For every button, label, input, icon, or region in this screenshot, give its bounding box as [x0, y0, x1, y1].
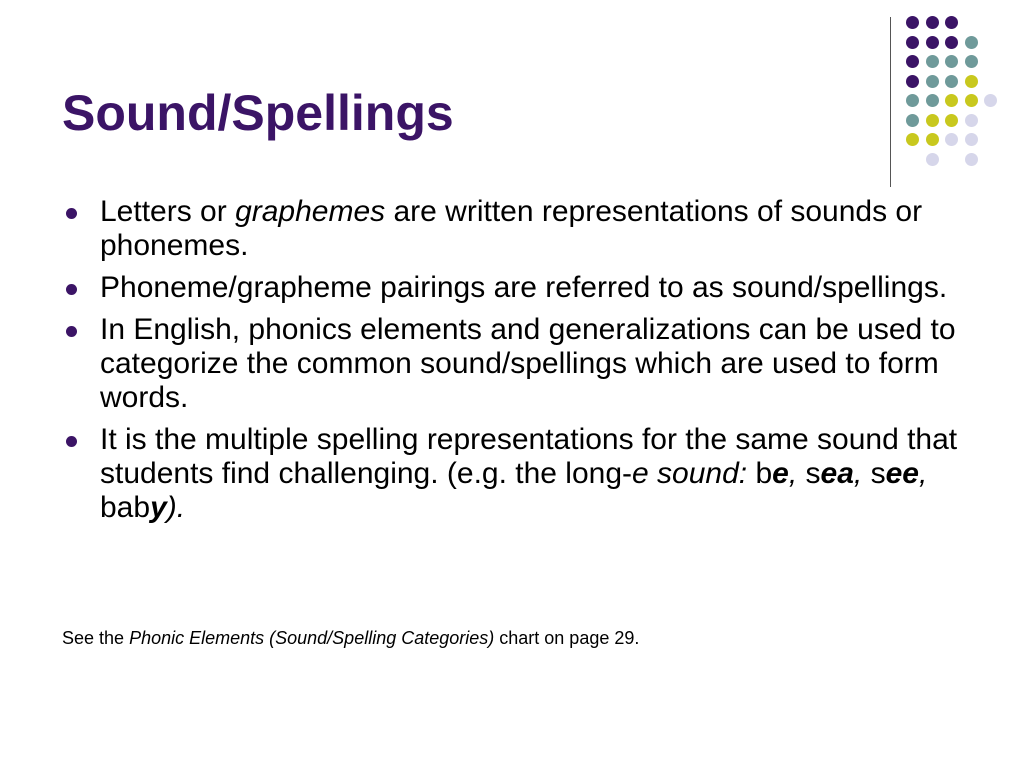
example-sea-highlight: ea — [820, 457, 854, 490]
decorative-dot — [926, 153, 939, 166]
bullet-icon — [66, 208, 77, 219]
example-sea-prefix: s — [797, 457, 821, 490]
decorative-dot — [906, 114, 919, 127]
footer-text-after: chart on page 29. — [494, 628, 640, 648]
decorative-dot — [965, 55, 978, 68]
decorative-dot — [926, 94, 939, 107]
bullet-icon — [66, 284, 77, 295]
bullet-item — [62, 423, 962, 525]
bullet-icon — [66, 436, 77, 447]
decorative-dot — [945, 94, 958, 107]
bullet-item — [62, 195, 962, 263]
decorative-dot — [945, 75, 958, 88]
decorative-dot — [926, 75, 939, 88]
bullet-icon — [66, 326, 77, 337]
bullet-text-italic: graphemes — [235, 195, 386, 228]
decorative-dot — [965, 36, 978, 49]
slide-title: Sound/Spellings — [62, 85, 454, 141]
bullet-item — [62, 313, 962, 415]
bullet-text: In English, phonics elements and generalizations can be used to categorize the common sound/spellings which are used to form words. — [100, 313, 956, 414]
decorative-dot — [945, 16, 958, 29]
decorative-dot — [965, 94, 978, 107]
bullet-text: Phoneme/grapheme pairings are referred to as sound/spellings. — [100, 271, 948, 304]
decorative-dot — [965, 75, 978, 88]
decorative-dot — [984, 94, 997, 107]
decorative-dot — [926, 114, 939, 127]
decorative-dot — [945, 55, 958, 68]
decorative-dot — [945, 133, 958, 146]
decorative-dot — [906, 75, 919, 88]
footer-chart-title: Phonic Elements (Sound/Spelling Categories) — [129, 628, 495, 648]
decorative-dot — [926, 55, 939, 68]
decorative-dot — [906, 94, 919, 107]
decorative-dot — [906, 55, 919, 68]
decorative-dot — [945, 114, 958, 127]
bullet-text-intro: It is the multiple spelling representations for the same sound that students find challenging. (e.g. the long- — [100, 423, 958, 490]
example-be-highlight: e — [772, 457, 789, 490]
bullet-text-after: are written representations of sounds or phonemes. — [100, 195, 923, 262]
long-e-sound-label: e sound: — [632, 457, 748, 490]
example-separator: , — [853, 457, 863, 490]
decorative-dot — [926, 16, 939, 29]
bullet-list — [62, 195, 962, 533]
example-see-prefix: s — [862, 457, 886, 490]
footer-text-before: See the — [62, 628, 130, 648]
example-be-prefix: b — [747, 457, 773, 490]
decorative-dot — [906, 16, 919, 29]
example-separator: , — [788, 457, 798, 490]
example-baby-prefix: bab — [100, 491, 151, 524]
bullet-item — [62, 271, 962, 305]
decorative-dot — [926, 133, 939, 146]
decorative-dot — [906, 133, 919, 146]
decorative-dot — [965, 114, 978, 127]
decorative-dot — [945, 36, 958, 49]
footer-note — [62, 628, 639, 649]
decorative-dot — [906, 36, 919, 49]
decorative-dot — [965, 133, 978, 146]
title-divider-line — [890, 17, 891, 187]
example-separator: , — [918, 457, 928, 490]
example-close: ). — [166, 491, 186, 524]
decorative-dot — [926, 36, 939, 49]
bullet-text-before: Letters or — [100, 195, 236, 228]
example-baby-highlight: y — [150, 491, 167, 524]
decorative-dot — [965, 153, 978, 166]
example-see-highlight: ee — [885, 457, 919, 490]
